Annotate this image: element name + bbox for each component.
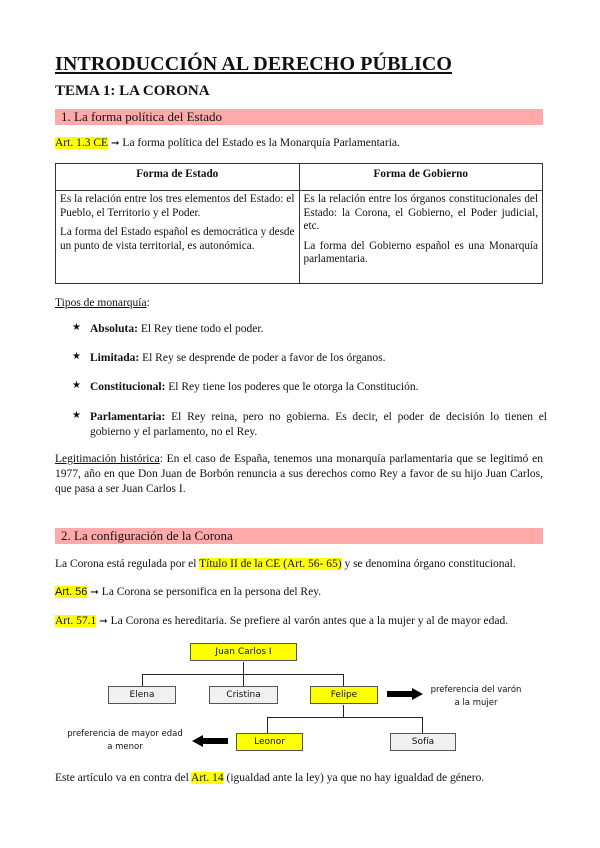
text: La Corona está regulada por el xyxy=(55,558,200,570)
list-item xyxy=(72,380,547,395)
legit-text: : En el caso de España, tenemos una monarquía parlamentaria que se legitimó en 1977, año en que Don Juan de Borbón renuncia a sus derechos como Rey a favor de su hijo Juan Carlos, que pasa a ser Juan Carlos I. xyxy=(55,453,543,495)
type-text: El Rey tiene todo el poder. xyxy=(137,323,264,335)
arrow-right-icon xyxy=(387,688,423,700)
art-57-1-line xyxy=(55,614,508,629)
connector-line xyxy=(343,705,344,717)
table-header-forma-gobierno: Forma de Gobierno xyxy=(299,164,543,191)
node-sofia: Sofía xyxy=(390,733,456,751)
types-label: Tipos de monarquía xyxy=(55,297,147,309)
art-57-1-text: La Corona es hereditaria. Se prefiere al varón antes que a la mujer y al de mayor edad. xyxy=(110,615,509,627)
table-header-forma-estado: Forma de Estado xyxy=(56,164,300,191)
text: (igualdad ante la ley) ya que no hay igualdad de género. xyxy=(223,772,485,784)
connector-line xyxy=(243,674,244,686)
connector-line xyxy=(343,674,344,686)
cell-paragraph: Es la relación entre los tres elementos del Estado: el Pueblo, el Territorio y el Poder. xyxy=(60,193,295,219)
note-line: preferencia de mayor edad xyxy=(67,729,183,739)
arrow-right-icon: ➞ xyxy=(111,138,120,149)
cell-paragraph: Es la relación entre los órganos constitucionales del Estado: la Corona, el Gobierno, el Poder judicial, etc. xyxy=(303,193,538,232)
note-line: a la mujer xyxy=(454,698,498,708)
note-line: a menor xyxy=(107,742,143,752)
cell-paragraph: La forma del Estado español es democrática y desde un punto de vista territorial, es autonómica. xyxy=(60,226,295,252)
art-14-line xyxy=(55,771,484,786)
art-1-3-line xyxy=(55,136,400,151)
art-56-text: La Corona se personifica en la persona del Rey. xyxy=(101,586,322,598)
table-header-row xyxy=(56,164,543,191)
note-preferencia-edad xyxy=(60,728,190,754)
text: y se denomina órgano constitucional. xyxy=(341,558,516,570)
node-cristina: Cristina xyxy=(209,686,278,704)
corona-regulation-line xyxy=(55,557,516,572)
arrow-left-icon xyxy=(192,735,228,747)
star-bullet-icon: ★ xyxy=(72,351,81,362)
forms-table xyxy=(55,163,543,284)
legitimacion-paragraph xyxy=(55,452,543,497)
art-57-1-ref: Art. 57.1 xyxy=(55,615,97,627)
types-colon: : xyxy=(146,297,150,309)
types-label-line xyxy=(55,296,150,311)
node-juan-carlos: Juan Carlos I xyxy=(190,643,297,661)
art-56-ref: Art. 56 xyxy=(55,586,88,598)
type-name: Limitada: xyxy=(90,352,140,364)
node-elena: Elena xyxy=(108,686,176,704)
star-bullet-icon: ★ xyxy=(72,410,81,421)
document-subtitle: TEMA 1: LA CORONA xyxy=(55,83,210,99)
section-2-heading: 2. La configuración de la Corona xyxy=(55,528,543,544)
note-line: preferencia del varón xyxy=(430,685,522,695)
list-item xyxy=(72,322,547,337)
art-14-ref: Art. 14 xyxy=(191,772,224,784)
connector-line xyxy=(422,717,423,733)
cell-paragraph: La forma del Gobierno español es una Monarquía parlamentaria. xyxy=(303,239,538,265)
arrow-right-icon: ➞ xyxy=(90,587,99,598)
list-item xyxy=(72,410,547,440)
connector-line xyxy=(267,717,423,718)
art-56-line xyxy=(55,585,321,600)
list-item xyxy=(72,351,547,366)
type-name: Constitucional: xyxy=(90,381,166,393)
document-title: INTRODUCCIÓN AL DERECHO PÚBLICO xyxy=(55,53,453,75)
type-text: El Rey se desprende de poder a favor de los órganos. xyxy=(139,352,386,364)
art-1-3-text: La forma política del Estado es la Monarquía Parlamentaria. xyxy=(122,137,400,149)
arrow-right-icon: ➞ xyxy=(99,616,108,627)
section-1-heading: 1. La forma política del Estado xyxy=(55,109,543,125)
titulo-ii-ref: Título II de la CE (Art. 56- 65) xyxy=(199,558,342,570)
node-leonor: Leonor xyxy=(236,733,303,751)
note-preferencia-varon xyxy=(428,684,524,710)
table-row xyxy=(56,191,543,284)
table-cell-forma-estado xyxy=(56,191,300,284)
table-cell-forma-gobierno xyxy=(299,191,543,284)
art-1-3-ref: Art. 1.3 CE xyxy=(55,137,109,149)
connector-line xyxy=(267,717,268,733)
legit-label: Legitimación histórica xyxy=(55,453,160,465)
text: Este artículo va en contra del xyxy=(55,772,192,784)
star-bullet-icon: ★ xyxy=(72,322,81,333)
type-name: Absoluta: xyxy=(90,323,138,335)
type-text: El Rey reina, pero no gobierna. Es decir, el poder de decisión lo tienen el gobierno y el parlamento, no el Rey. xyxy=(90,411,547,438)
type-text: El Rey tiene los poderes que le otorga la Constitución. xyxy=(165,381,419,393)
node-felipe: Felipe xyxy=(310,686,378,704)
connector-line xyxy=(142,674,143,686)
type-name: Parlamentaria: xyxy=(90,411,166,423)
star-bullet-icon: ★ xyxy=(72,380,81,391)
